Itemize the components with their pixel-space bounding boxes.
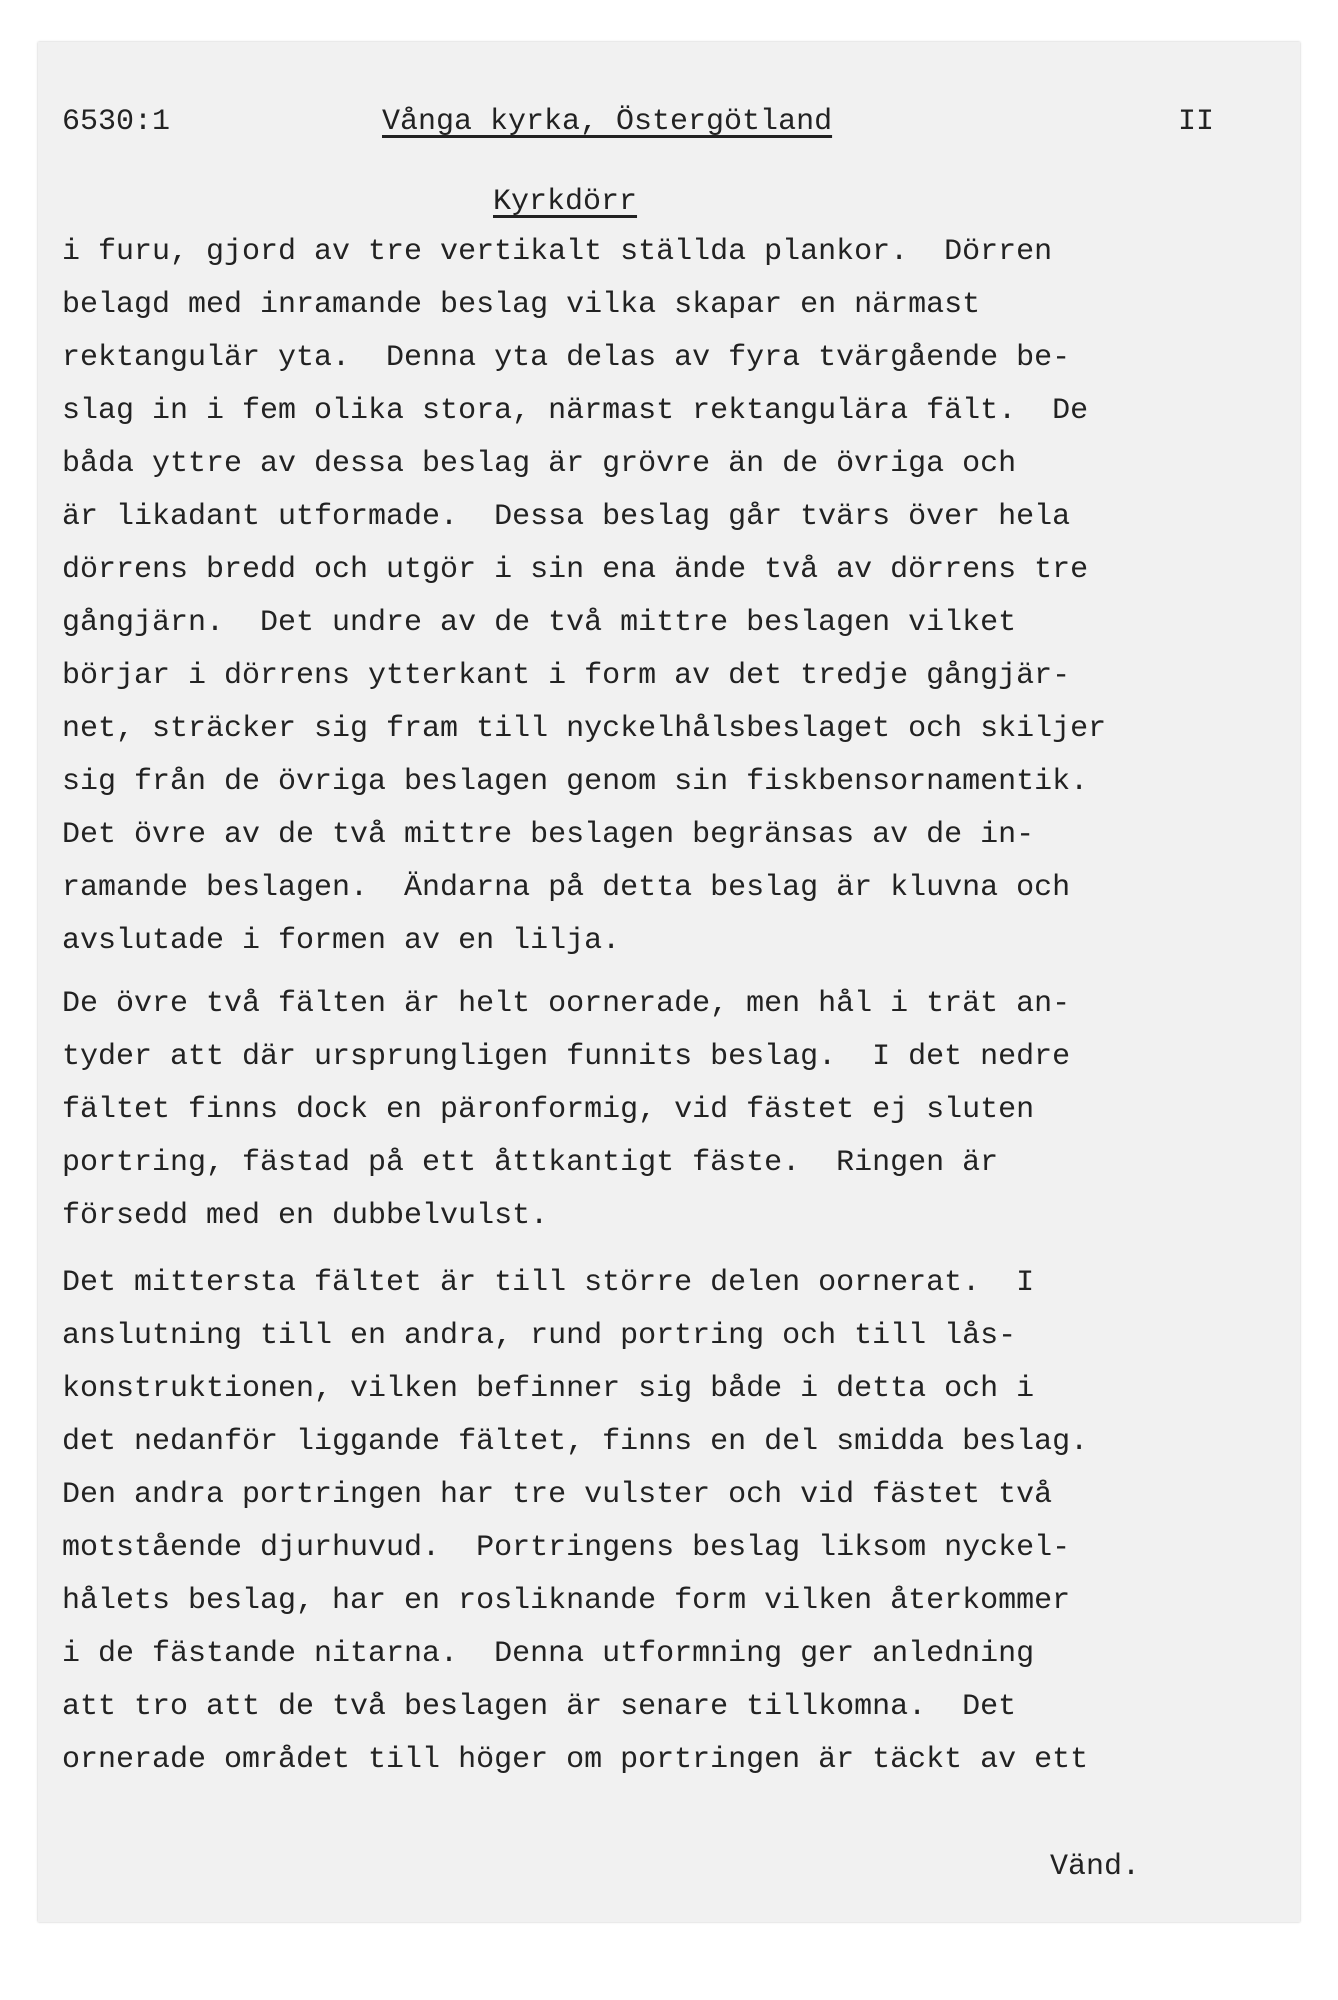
text-line: Det mittersta fältet är till större delen oornerat. I	[62, 1266, 1035, 1300]
text-line: ramande beslagen. Ändarna på detta beslag är kluvna och	[62, 871, 1071, 905]
text-line: net, sträcker sig fram till nyckelhålsbeslaget och skiljer	[62, 712, 1107, 746]
text-line: De övre två fälten är helt oornerade, men hål i trät an-	[62, 987, 1071, 1021]
text-line: det nedanför liggande fältet, finns en del smidda beslag.	[62, 1425, 1089, 1459]
section-heading: Kyrkdörr	[493, 185, 638, 219]
index-card	[38, 42, 1300, 1922]
text-line: avslutade i formen av en lilja.	[62, 924, 621, 958]
text-line: slag in i fem olika stora, närmast rektangulära fält. De	[62, 394, 1089, 428]
text-line: gångjärn. Det undre av de två mittre beslagen vilket	[62, 606, 1017, 640]
text-line: belagd med inramande beslag vilka skapar en närmast	[62, 288, 981, 322]
text-line: sig från de övriga beslagen genom sin fiskbensornamentik.	[62, 765, 1089, 799]
paragraph-3	[62, 1257, 1262, 1787]
text-line: börjar i dörrens ytterkant i form av det tredje gångjär-	[62, 659, 1071, 693]
text-line: dörrens bredd och utgör i sin ena ände två av dörrens tre	[62, 553, 1089, 587]
text-line: rektangulär yta. Denna yta delas av fyra tvärgående be-	[62, 341, 1071, 375]
text-line: tyder att där ursprungligen funnits beslag. I det nedre	[62, 1040, 1071, 1074]
paragraph-gap	[62, 1243, 1262, 1257]
text-line: ornerade området till höger om portringen är täckt av ett	[62, 1743, 1089, 1777]
text-line: försedd med en dubbelvulst.	[62, 1199, 549, 1233]
text-line: är likadant utformade. Dessa beslag går tvärs över hela	[62, 500, 1071, 534]
card-number: 6530:1	[62, 105, 171, 139]
text-line: i de fästande nitarna. Denna utformning ger anledning	[62, 1637, 1035, 1671]
turn-over-note: Vänd.	[1050, 1850, 1141, 1884]
text-line: hålets beslag, har en rosliknande form vilken återkommer	[62, 1584, 1071, 1618]
text-line: att tro att de två beslagen är senare tillkomna. Det	[62, 1690, 1017, 1724]
paragraph-2	[62, 978, 1262, 1243]
text-line: i furu, gjord av tre vertikalt ställda plankor. Dörren	[62, 235, 1053, 269]
card-page-number: II	[1178, 105, 1215, 139]
body-text	[62, 226, 1262, 1787]
text-line: portring, fästad på ett åttkantigt fäste. Ringen är	[62, 1146, 999, 1180]
text-line: fältet finns dock en päronformig, vid fästet ej sluten	[62, 1093, 1035, 1127]
text-line: Den andra portringen har tre vulster och vid fästet två	[62, 1478, 1053, 1512]
text-line: anslutning till en andra, rund portring och till lås-	[62, 1319, 1017, 1353]
text-line: båda yttre av dessa beslag är grövre än de övriga och	[62, 447, 1017, 481]
paragraph-gap	[62, 968, 1262, 978]
card-title: Vånga kyrka, Östergötland	[382, 105, 833, 139]
paragraph-1	[62, 226, 1262, 968]
text-line: konstruktionen, vilken befinner sig både i detta och i	[62, 1372, 1035, 1406]
text-line: motstående djurhuvud. Portringens beslag liksom nyckel-	[62, 1531, 1071, 1565]
text-line: Det övre av de två mittre beslagen begränsas av de in-	[62, 818, 1035, 852]
